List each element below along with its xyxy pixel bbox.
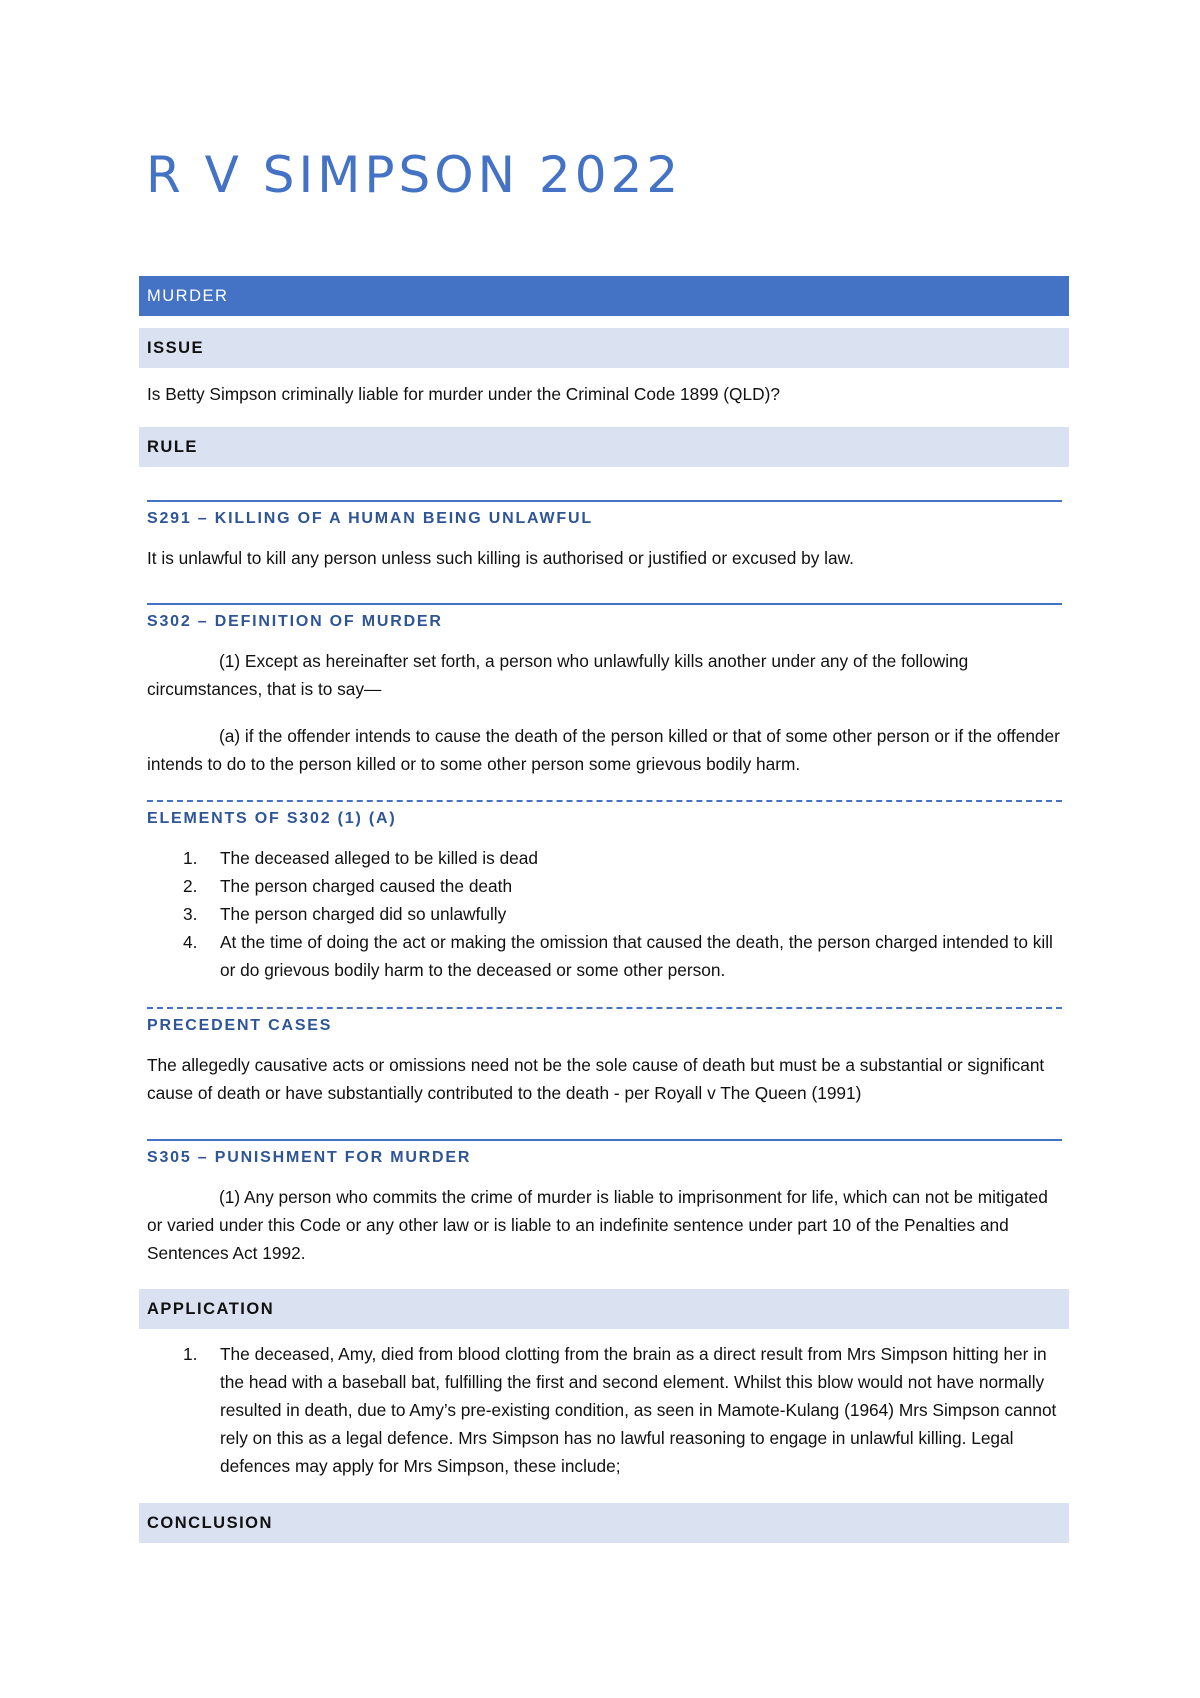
list-number: 1. bbox=[183, 1344, 198, 1364]
divider bbox=[147, 603, 1062, 605]
divider bbox=[147, 1139, 1062, 1141]
divider bbox=[147, 800, 1062, 802]
list-item bbox=[147, 844, 1062, 872]
issue-text: Is Betty Simpson criminally liable for murder under the Criminal Code 1899 (QLD)? bbox=[147, 384, 780, 404]
application-heading: APPLICATION bbox=[139, 1289, 1069, 1329]
list-item bbox=[147, 1340, 1062, 1480]
application-list bbox=[147, 1340, 1062, 1480]
s305-heading: S305 – PUNISHMENT FOR MURDER bbox=[147, 1149, 472, 1166]
list-item-text: The person charged caused the death bbox=[220, 876, 513, 896]
list-item-text: The person charged did so unlawfully bbox=[220, 904, 507, 924]
list-number: 4. bbox=[183, 932, 198, 952]
list-item-text: At the time of doing the act or making the omission that caused the death, the person charged intended to kill or do grievous bodily harm to the deceased or some other person. bbox=[220, 932, 1053, 980]
divider bbox=[147, 500, 1062, 502]
s291-heading: S291 – KILLING OF A HUMAN BEING UNLAWFUL bbox=[147, 510, 593, 527]
precedent-heading: PRECEDENT CASES bbox=[147, 1017, 333, 1034]
conclusion-heading: CONCLUSION bbox=[139, 1503, 1069, 1543]
issue-heading: ISSUE bbox=[139, 328, 1069, 368]
rule-heading: RULE bbox=[139, 427, 1069, 467]
list-number: 1. bbox=[183, 848, 198, 868]
list-item-text: The deceased, Amy, died from blood clotting from the brain as a direct result from Mrs Simpson hitting her in the head with a baseball bat, fulfilling the first and second element. Whilst this blow would not have normally resulted in death, due to Amy’s pre-existing condition, as seen in Mamote-Kulang (1964) Mrs Simpson cannot rely on this as a legal defence. Mrs Simpson has no lawful reasoning to engage in unlawful killing. Legal defences may apply for Mrs Simpson, these include; bbox=[220, 1344, 1057, 1476]
elements-list bbox=[147, 844, 1062, 984]
s302-heading: S302 – DEFINITION OF MURDER bbox=[147, 613, 443, 630]
list-item-text: The deceased alleged to be killed is dead bbox=[220, 848, 539, 868]
list-number: 3. bbox=[183, 904, 198, 924]
elements-heading: ELEMENTS OF S302 (1) (A) bbox=[147, 810, 397, 827]
precedent-text: The allegedly causative acts or omissions need not be the sole cause of death but must be a substantial or significant cause of death or have substantially contributed to the death - per Royall v The Queen (1991) bbox=[147, 1055, 1045, 1103]
list-item bbox=[147, 928, 1062, 984]
s291-text: It is unlawful to kill any person unless such killing is authorised or justified or excused by law. bbox=[147, 548, 854, 568]
page-title: R V SIMPSON 2022 bbox=[146, 146, 683, 204]
s302-para-1: (1) Except as hereinafter set forth, a person who unlawfully kills another under any of the following circumstances, that is to say— bbox=[147, 651, 969, 699]
s305-text: (1) Any person who commits the crime of murder is liable to imprisonment for life, which can not be mitigated or varied under this Code or any other law or is liable to an indefinite sentence under part 10 of the Penalties and Sentences Act 1992. bbox=[147, 1187, 1048, 1263]
section-heading-murder: MURDER bbox=[139, 276, 1069, 316]
divider bbox=[147, 1007, 1062, 1009]
list-item bbox=[147, 872, 1062, 900]
list-item bbox=[147, 900, 1062, 928]
list-number: 2. bbox=[183, 876, 198, 896]
s302-para-2: (a) if the offender intends to cause the death of the person killed or that of some other person or if the offender intends to do to the person killed or to some other person some grievous bodily harm. bbox=[147, 726, 1060, 774]
